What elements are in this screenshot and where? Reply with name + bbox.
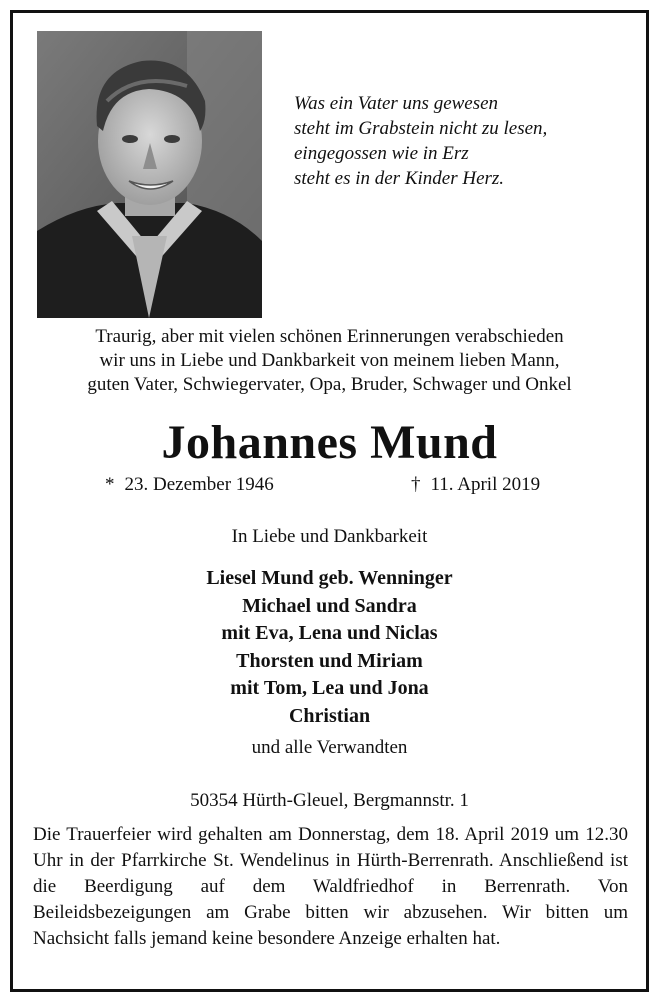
relatives-line: und alle Verwandten	[251, 737, 408, 758]
deceased-name: Johannes Mund	[161, 416, 498, 469]
intro-text	[13, 325, 646, 397]
poem-line: eingegossen wie in Erz	[294, 143, 469, 164]
mourner-line: Michael und Sandra	[242, 594, 417, 617]
funeral-notice: Die Trauerfeier wird gehalten am Donnerstag, dem 18. April 2019 um 12.30 Uhr in der Pfarrkirche St. Wendelinus in Hürth-Berrenrath. Anschließend ist die Beerdigung auf dem Waldfriedhof in Berrenrath. Von Beileidsbezeigungen am Grabe bitten wir abzusehen. Wir bitten um Nachsicht falls jemand keine besondere Anzeige erhalten hat.	[33, 824, 628, 949]
poem	[294, 91, 624, 191]
intro-line: guten Vater, Schwiegervater, Opa, Bruder, Schwager und Onkel	[87, 374, 572, 395]
portrait-illustration	[37, 31, 262, 318]
death-cross-icon: †	[411, 474, 421, 495]
mourner-line: Liesel Mund geb. Wenninger	[206, 567, 453, 589]
intro-line: wir uns in Liebe und Dankbarkeit von meinem lieben Mann,	[99, 350, 560, 371]
mourner-line: Thorsten und Miriam	[236, 649, 423, 672]
death-date: 11. April 2019	[430, 474, 541, 495]
birth-date-line	[105, 473, 274, 497]
address-line: 50354 Hürth-Gleuel, Bergmannstr. 1	[190, 790, 469, 811]
poem-line: steht es in der Kinder Herz.	[294, 168, 505, 189]
birth-date: 23. Dezember 1946	[124, 474, 274, 495]
portrait-photo	[37, 31, 262, 318]
obituary-frame	[10, 10, 649, 992]
intro-line: Traurig, aber mit vielen schönen Erinnerungen verabschieden	[95, 326, 564, 347]
birth-star-icon: *	[105, 474, 115, 495]
poem-line: Was ein Vater uns gewesen	[294, 93, 499, 114]
death-date-line	[411, 473, 540, 497]
poem-line: steht im Grabstein nicht zu lesen,	[294, 118, 548, 139]
mourner-line: Christian	[288, 704, 371, 727]
thanks-line: In Liebe und Dankbarkeit	[231, 526, 428, 547]
mourner-line: mit Eva, Lena und Niclas	[221, 622, 438, 644]
mourner-line: mit Tom, Lea und Jona	[230, 677, 429, 699]
mourners-list	[13, 565, 646, 730]
